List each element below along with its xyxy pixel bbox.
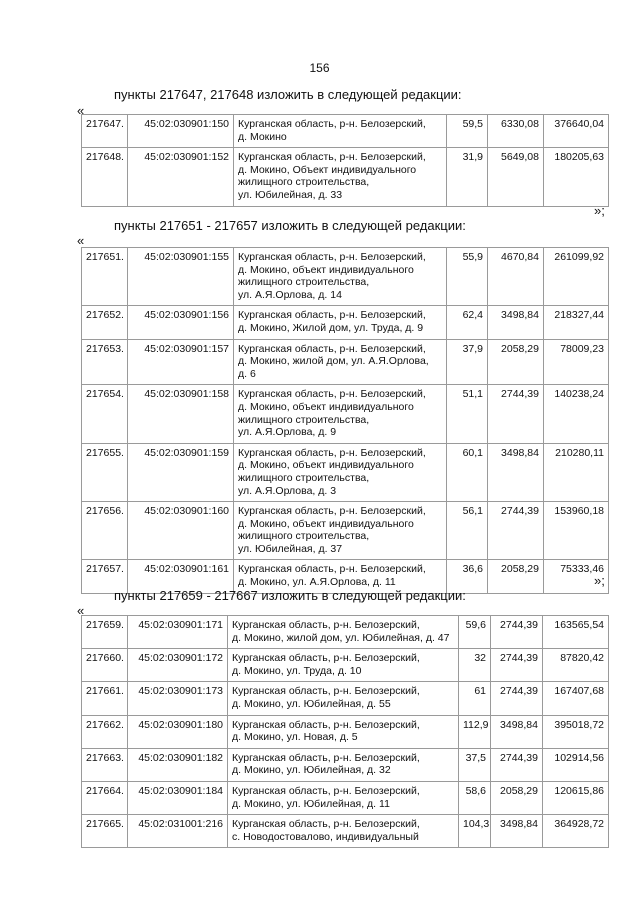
address-cell xyxy=(234,115,447,148)
address-cell xyxy=(228,649,459,682)
address-line: д. Мокино, Жилой дом, ул. Труда, д. 9 xyxy=(238,321,424,334)
address-cell xyxy=(228,748,459,781)
rate-value: 4670,84 xyxy=(488,248,544,306)
cadastral-number: 45:02:030901:159 xyxy=(128,443,234,501)
area-value: 104,3 xyxy=(459,815,491,848)
section-3-intro: пункты 217659 - 217667 изложить в следующей редакции: xyxy=(114,588,466,603)
address-cell xyxy=(234,339,447,385)
section-1-open-quote: « xyxy=(77,103,85,118)
address-cell xyxy=(228,781,459,814)
cadastral-number: 45:02:030901:160 xyxy=(128,502,234,560)
address-line: Курганская область, р-н. Белозерский, xyxy=(238,505,426,518)
address-line: с. Новодостовалово, индивидуальный xyxy=(232,830,419,843)
area-value: 59,5 xyxy=(447,115,488,148)
address-line: д. Мокино, объект индивидуального xyxy=(238,517,414,530)
cadastral-value: 140238,24 xyxy=(544,385,609,443)
area-value: 61 xyxy=(459,682,491,715)
address-line: д. Мокино, жилой дом, ул. Юбилейная, д. 47 xyxy=(232,631,450,644)
rate-value: 2744,39 xyxy=(488,385,544,443)
address-line: д. Мокино, жилой дом, ул. А.Я.Орлова, xyxy=(238,355,429,368)
section-2-intro: пункты 217651 - 217657 изложить в следующей редакции: xyxy=(114,218,466,233)
cadastral-number: 45:02:030901:150 xyxy=(128,115,234,148)
address-line: Курганская область, р-н. Белозерский, xyxy=(238,342,426,355)
section-3-table xyxy=(81,615,609,848)
address-line: Курганская область, р-н. Белозерский, xyxy=(238,446,426,459)
address-line: Курганская область, р-н. Белозерский, xyxy=(238,388,426,401)
table-row xyxy=(82,443,609,501)
address-line: ул. А.Я.Орлова, д. 9 xyxy=(238,426,337,439)
address-cell xyxy=(228,616,459,649)
cadastral-value: 364928,72 xyxy=(543,815,609,848)
cadastral-value: 261099,92 xyxy=(544,248,609,306)
address-line: д. Мокино xyxy=(238,130,287,143)
cadastral-value: 376640,04 xyxy=(544,115,609,148)
cadastral-value: 180205,63 xyxy=(544,148,609,206)
address-line: д. Мокино, ул. Новая, д. 5 xyxy=(232,731,358,744)
table-row xyxy=(82,339,609,385)
row-number: 217656. xyxy=(82,502,128,560)
area-value: 31,9 xyxy=(447,148,488,206)
address-line: Курганская область, р-н. Белозерский, xyxy=(238,118,426,130)
address-cell xyxy=(228,715,459,748)
address-line: Курганская область, р-н. Белозерский, xyxy=(238,151,426,164)
address-cell xyxy=(228,682,459,715)
table-row xyxy=(82,616,609,649)
address-line: д. Мокино, объект индивидуального xyxy=(238,263,414,276)
row-number: 217653. xyxy=(82,339,128,385)
cadastral-number: 45:02:030901:180 xyxy=(128,715,228,748)
address-line: Курганская область, р-н. Белозерский, xyxy=(238,563,426,576)
rate-value: 2058,29 xyxy=(488,560,544,593)
cadastral-value: 78009,23 xyxy=(544,339,609,385)
cadastral-number: 45:02:030901:155 xyxy=(128,248,234,306)
row-number: 217648. xyxy=(82,148,128,206)
address-line: Курганская область, р-н. Белозерский, xyxy=(232,652,420,665)
address-line: Курганская область, р-н. Белозерский, xyxy=(232,818,420,831)
address-line: жилищного строительства, xyxy=(238,471,370,484)
table-row xyxy=(82,715,609,748)
rate-value: 3498,84 xyxy=(491,715,543,748)
area-value: 37,9 xyxy=(447,339,488,385)
row-number: 217663. xyxy=(82,748,128,781)
row-number: 217651. xyxy=(82,248,128,306)
address-line: Курганская область, р-н. Белозерский, xyxy=(232,784,420,797)
cadastral-value: 210280,11 xyxy=(544,443,609,501)
cadastral-number: 45:02:030901:158 xyxy=(128,385,234,443)
table-row xyxy=(82,148,609,206)
rate-value: 2058,29 xyxy=(488,339,544,385)
section-2-close-quote: »; xyxy=(594,573,605,588)
address-line: ул. А.Я.Орлова, д. 3 xyxy=(238,484,337,497)
table-row xyxy=(82,781,609,814)
rate-value: 5649,08 xyxy=(488,148,544,206)
rate-value: 2744,39 xyxy=(488,502,544,560)
table-row xyxy=(82,815,609,848)
address-line: д. Мокино, ул. Юбилейная, д. 11 xyxy=(232,797,390,810)
address-line: жилищного строительства, xyxy=(238,176,370,189)
area-value: 32 xyxy=(459,649,491,682)
cadastral-value: 163565,54 xyxy=(543,616,609,649)
address-cell xyxy=(234,385,447,443)
area-value: 60,1 xyxy=(447,443,488,501)
cadastral-value: 87820,42 xyxy=(543,649,609,682)
address-line: д. Мокино, ул. Труда, д. 10 xyxy=(232,664,362,677)
address-line: Курганская область, р-н. Белозерский, xyxy=(238,251,426,263)
cadastral-number: 45:02:030901:157 xyxy=(128,339,234,385)
cadastral-number: 45:02:030901:156 xyxy=(128,306,234,339)
row-number: 217661. xyxy=(82,682,128,715)
section-3-open-quote: « xyxy=(77,603,85,618)
rate-value: 3498,84 xyxy=(491,815,543,848)
address-line: ул. Юбилейная, д. 37 xyxy=(238,542,343,555)
area-value: 56,1 xyxy=(447,502,488,560)
section-1-intro: пункты 217647, 217648 изложить в следующей редакции: xyxy=(114,87,462,102)
row-number: 217654. xyxy=(82,385,128,443)
rate-value: 3498,84 xyxy=(488,306,544,339)
row-number: 217660. xyxy=(82,649,128,682)
area-value: 112,9 xyxy=(459,715,491,748)
address-line: д. Мокино, объект индивидуального xyxy=(238,459,414,472)
area-value: 59,6 xyxy=(459,616,491,649)
rate-value: 2744,39 xyxy=(491,682,543,715)
row-number: 217664. xyxy=(82,781,128,814)
address-line: Курганская область, р-н. Белозерский, xyxy=(232,685,420,698)
cadastral-number: 45:02:031001:216 xyxy=(128,815,228,848)
table-row xyxy=(82,649,609,682)
cadastral-value: 75333,46 xyxy=(544,560,609,593)
address-cell xyxy=(234,502,447,560)
cadastral-value: 153960,18 xyxy=(544,502,609,560)
rate-value: 3498,84 xyxy=(488,443,544,501)
address-line: ул. Юбилейная, д. 33 xyxy=(238,188,343,201)
row-number: 217647. xyxy=(82,115,128,148)
cadastral-value: 167407,68 xyxy=(543,682,609,715)
table-row xyxy=(82,115,609,148)
table-row xyxy=(82,502,609,560)
area-value: 58,6 xyxy=(459,781,491,814)
section-1-close-quote: »; xyxy=(594,203,605,218)
row-number: 217657. xyxy=(82,560,128,593)
cadastral-value: 395018,72 xyxy=(543,715,609,748)
section-2-table xyxy=(81,247,609,594)
address-line: д. 6 xyxy=(238,367,256,380)
address-line: ул. А.Я.Орлова, д. 14 xyxy=(238,288,342,301)
address-line: Курганская область, р-н. Белозерский, xyxy=(238,309,426,322)
address-cell xyxy=(228,815,459,848)
rate-value: 6330,08 xyxy=(488,115,544,148)
table-row xyxy=(82,248,609,306)
rate-value: 2744,39 xyxy=(491,748,543,781)
section-1-table xyxy=(81,114,609,207)
rate-value: 2744,39 xyxy=(491,616,543,649)
area-value: 37,5 xyxy=(459,748,491,781)
area-value: 51,1 xyxy=(447,385,488,443)
address-line: жилищного строительства, xyxy=(238,276,370,289)
address-line: д. Мокино, ул. А.Я.Орлова, д. 11 xyxy=(238,576,396,589)
cadastral-value: 120615,86 xyxy=(543,781,609,814)
cadastral-value: 102914,56 xyxy=(543,748,609,781)
address-line: д. Мокино, объект индивидуального xyxy=(238,400,414,413)
table-row xyxy=(82,306,609,339)
address-line: жилищного строительства, xyxy=(238,530,370,543)
cadastral-number: 45:02:030901:171 xyxy=(128,616,228,649)
table-row xyxy=(82,682,609,715)
address-line: д. Мокино, Объект индивидуального xyxy=(238,163,417,176)
page-number: 156 xyxy=(309,61,330,75)
cadastral-number: 45:02:030901:173 xyxy=(128,682,228,715)
address-cell xyxy=(234,248,447,306)
address-cell xyxy=(234,148,447,206)
area-value: 62,4 xyxy=(447,306,488,339)
row-number: 217665. xyxy=(82,815,128,848)
address-line: Курганская область, р-н. Белозерский, xyxy=(232,619,420,631)
row-number: 217659. xyxy=(82,616,128,649)
table-row xyxy=(82,748,609,781)
cadastral-number: 45:02:030901:152 xyxy=(128,148,234,206)
row-number: 217662. xyxy=(82,715,128,748)
address-line: д. Мокино, ул. Юбилейная, д. 55 xyxy=(232,697,391,710)
rate-value: 2058,29 xyxy=(491,781,543,814)
row-number: 217655. xyxy=(82,443,128,501)
area-value: 55,9 xyxy=(447,248,488,306)
rate-value: 2744,39 xyxy=(491,649,543,682)
cadastral-number: 45:02:030901:172 xyxy=(128,649,228,682)
cadastral-value: 218327,44 xyxy=(544,306,609,339)
address-line: Курганская область, р-н. Белозерский, xyxy=(232,718,420,731)
address-line: д. Мокино, ул. Юбилейная, д. 32 xyxy=(232,764,391,777)
address-line: жилищного строительства, xyxy=(238,413,370,426)
section-2-open-quote: « xyxy=(77,233,85,248)
cadastral-number: 45:02:030901:184 xyxy=(128,781,228,814)
address-cell xyxy=(234,443,447,501)
address-line: Курганская область, р-н. Белозерский, xyxy=(232,751,420,764)
table-row xyxy=(82,385,609,443)
row-number: 217652. xyxy=(82,306,128,339)
cadastral-number: 45:02:030901:161 xyxy=(128,560,234,593)
cadastral-number: 45:02:030901:182 xyxy=(128,748,228,781)
address-cell xyxy=(234,306,447,339)
area-value: 36,6 xyxy=(447,560,488,593)
